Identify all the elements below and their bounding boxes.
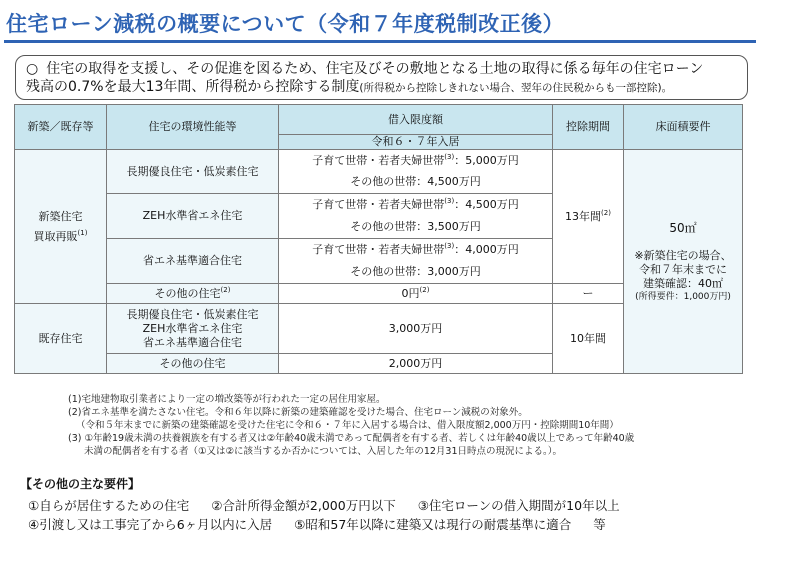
header-performance: 住宅の環境性能等 bbox=[107, 105, 279, 150]
footnotes bbox=[68, 393, 634, 458]
intro-line2: 残高の0.7%を最大13年間、所得税から控除する制度 bbox=[26, 79, 360, 95]
intro-box bbox=[15, 55, 748, 100]
new-row-long-term-other: その他の世帯：4,500万円 bbox=[279, 172, 553, 194]
header-limit: 借入限度額 bbox=[279, 105, 553, 135]
existing-housing-label: 既存住宅 bbox=[15, 304, 107, 374]
existing-period: 10年間 bbox=[553, 304, 624, 374]
new-row-energy-child: 子育て世帯・若者夫婦世帯$^{(3)}$：4,000万円 bbox=[279, 239, 553, 262]
intro-line1: 住宅の取得を支援し、その促進を図るため、住宅及びその敷地となる土地の取得に係る毎年の住宅ローン bbox=[46, 61, 704, 77]
existing-name-2: ZEH水準省エネ住宅 bbox=[142, 321, 243, 335]
title-underline bbox=[4, 40, 756, 43]
new-row-other-name: その他の住宅$^{(2)}$ bbox=[107, 284, 279, 304]
new-row-energy-other: その他の世帯：3,000万円 bbox=[279, 262, 553, 284]
footnote-3: (3) ①年齢19歳未満の扶養親族を有する者又は②年齢40歳未満であって配偶者を有する者、若しくは年齢40歳以上であって年齢40歳 bbox=[68, 433, 635, 444]
existing-names bbox=[107, 304, 279, 354]
new-row-long-term-name: 長期優良住宅・低炭素住宅 bbox=[107, 150, 279, 194]
requirement-2: ②合計所得金額が2,000万円以下 bbox=[211, 498, 396, 513]
requirements-line-2 bbox=[28, 515, 628, 533]
footnote-3-cont: 未満の配偶者を有する者（①又は②に該当するか否かについては、入居した年の12月31日時点の現況による。）。 bbox=[84, 446, 563, 457]
footnote-1: (1)宅地建物取引業者により一定の増改築等が行われた一定の居住用家屋。 bbox=[68, 394, 386, 405]
new-housing-label-1: 新築住宅 bbox=[38, 209, 83, 223]
new-housing-label bbox=[15, 150, 107, 304]
floor-note-2: 令和７年末までに bbox=[639, 262, 727, 276]
header-period: 控除期間 bbox=[553, 105, 624, 150]
floor-note-3: 建築確認：40㎡ bbox=[643, 276, 723, 290]
new-housing-label-2: 買取再販 bbox=[33, 229, 78, 243]
intro-line2-note: (所得税から控除しきれない場合、翌年の住民税からも一部控除)。 bbox=[359, 82, 673, 94]
requirements-line-1 bbox=[28, 496, 642, 514]
new-row-zeh-other: その他の世帯：3,500万円 bbox=[279, 217, 553, 239]
requirement-4: ④引渡し又は工事完了から6ヶ月以内に入居 bbox=[28, 517, 273, 532]
new-housing-label-2-sup: (1) bbox=[77, 228, 88, 237]
existing-other-name: その他の住宅 bbox=[107, 354, 279, 374]
header-floor: 床面積要件 bbox=[624, 105, 743, 150]
existing-name-3: 省エネ基準適合住宅 bbox=[143, 335, 242, 349]
page-title: 住宅ローン減税の概要について（令和７年度税制改正後） bbox=[6, 12, 565, 36]
new-row-other-period: ー bbox=[553, 284, 624, 304]
other-requirements-title: 【その他の主な要件】 bbox=[20, 477, 141, 491]
header-category: 新築／既存等 bbox=[15, 105, 107, 150]
requirement-1: ①自らが居住するための住宅 bbox=[28, 498, 190, 513]
requirement-etc: 等 bbox=[593, 517, 606, 532]
floor-area-cell bbox=[624, 150, 743, 374]
new-row-zeh-child: 子育て世帯・若者夫婦世帯$^{(3)}$：4,500万円 bbox=[279, 194, 553, 217]
header-limit-sub: 令和６・７年入居 bbox=[279, 135, 553, 150]
requirement-5: ⑤昭和57年以降に建築又は現行の耐震基準に適合 bbox=[294, 517, 572, 532]
floor-note-1: ※新築住宅の場合、 bbox=[634, 248, 732, 262]
new-period: 13年間$^{(2)}$ bbox=[553, 150, 624, 284]
floor-area: 50㎡ bbox=[669, 220, 697, 235]
intro-marker: ○ bbox=[26, 61, 39, 77]
existing-name-1: 長期優良住宅・低炭素住宅 bbox=[126, 307, 259, 321]
existing-other-limit: 2,000万円 bbox=[279, 354, 553, 374]
new-row-zeh-name: ZEH水準省エネ住宅 bbox=[107, 194, 279, 239]
floor-note-4: (所得要件：1,000万円) bbox=[635, 291, 731, 302]
requirement-3: ③住宅ローンの借入期間が10年以上 bbox=[417, 498, 620, 513]
footnote-2: (2)省エネ基準を満たさない住宅。令和６年以降に新築の建築確認を受けた場合、住宅ローン減税の対象外。 bbox=[68, 407, 528, 418]
footnote-2-detail: （令和５年末までに新築の建築確認を受けた住宅に令和６・７年に入居する場合は、借入限度額2,000万円・控除期間10年間） bbox=[76, 420, 619, 431]
new-row-long-term-child: 子育て世帯・若者夫婦世帯$^{(3)}$：5,000万円 bbox=[279, 150, 553, 172]
new-row-energy-name: 省エネ基準適合住宅 bbox=[107, 239, 279, 284]
new-row-other-limit: 0円$^{(2)}$ bbox=[279, 284, 553, 304]
overview-table bbox=[14, 104, 743, 374]
existing-limit: 3,000万円 bbox=[279, 304, 553, 354]
